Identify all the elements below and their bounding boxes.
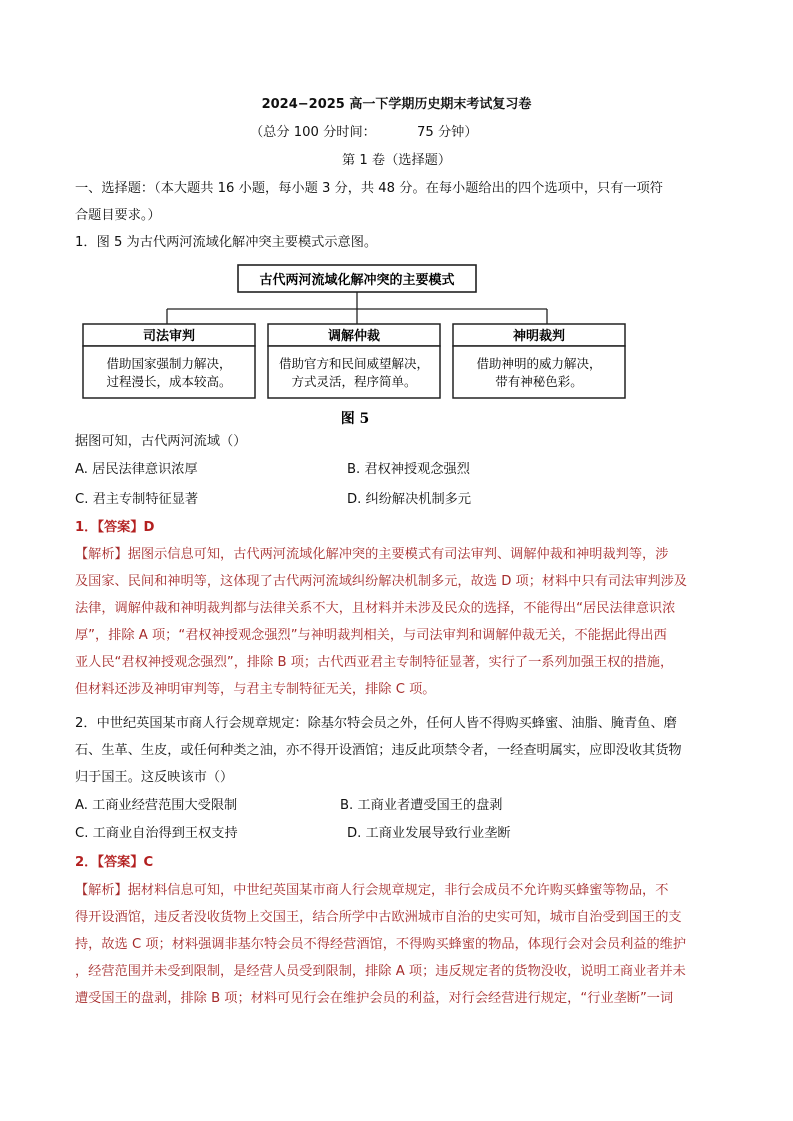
diagram-branch-1-line-2: 过程漫长，成本较高。 <box>106 374 232 389</box>
q1-answer: 1．【答案】D <box>75 520 155 535</box>
q1-analysis-line-5: 亚人民“君权神授观念强烈”，排除 B 项；古代西亚君主专制特征显著，实行了一系列加强王权的措施， <box>75 655 674 670</box>
diagram-branch-2-body-box <box>268 346 440 398</box>
q2-option-b: B. 工商业者遭受国王的盘剥 <box>340 798 503 813</box>
q2-analysis-line-3: 持，故选 C 项；材料强调非基尔特会员不得经营酒馆，不得购买蜂蜜的物品，体现行会对会员利益的维护 <box>75 937 687 952</box>
diagram-branch-2-line-2: 方式灵活，程序简单。 <box>291 374 417 389</box>
diagram-branch-2-title: 调解仲裁 <box>327 329 381 344</box>
exam-subtitle-suffix: 75 分钟） <box>417 125 478 140</box>
q1-option-a: A. 居民法律意识浓厚 <box>75 462 198 477</box>
q2-option-c: C. 工商业自治得到王权支持 <box>75 826 238 841</box>
q1-analysis-line-6: 但材料还涉及神明审判等，与君主专制特征无关，排除 C 项。 <box>75 682 436 697</box>
diagram-branch-1-body-box <box>83 346 255 398</box>
q1-analysis-line-3: 法律，调解仲裁和神明裁判都与法律关系不大，且材料并未涉及民众的选择，不能得出“居民法律意识浓 <box>75 601 676 616</box>
diagram-root-label: 古代两河流域化解冲突的主要模式 <box>259 273 455 288</box>
q1-option-d: D. 纠纷解决机制多元 <box>347 492 472 507</box>
instructions-line-1: 一、选择题：（本大题共 16 小题，每小题 3 分，共 48 分。在每小题给出的四个选项中，只有一项符 <box>75 181 663 196</box>
q2-option-d: D. 工商业发展导致行业垄断 <box>347 826 511 841</box>
q2-answer: 2．【答案】C <box>75 855 154 870</box>
exam-title: 2024−2025 高一下学期历史期末考试复习卷 <box>261 97 532 112</box>
q2-stem-line-2: 石、生革、生皮，或任何种类之油，亦不得开设酒馆；违反此项禁令者，一经查明属实，应即没收其货物 <box>75 743 682 758</box>
q2-analysis-line-4: ，经营范围并未受到限制，是经营人员受到限制，排除 A 项；违反规定者的货物没收，说明工商业者并未 <box>75 964 686 979</box>
diagram-branch-1-title: 司法审判 <box>142 329 196 344</box>
q1-analysis-line-2: 及国家、民间和神明等，这体现了古代两河流域纠纷解决机制多元，故选 D 项；材料中只有司法审判涉及 <box>75 574 687 589</box>
q1-stem: 1．图 5 为古代两河流域化解冲突主要模式示意图。 <box>75 235 378 250</box>
q2-analysis-line-2: 得开设酒馆，违反者没收货物上交国王，结合所学中古欧洲城市自治的史实可知，城市自治受到国王的支 <box>75 910 682 925</box>
q1-option-c: C. 君主专制特征显著 <box>75 492 199 507</box>
diagram-branch-3-body-box <box>453 346 625 398</box>
diagram-branch-2-line-1: 借助官方和民间威望解决， <box>278 356 430 371</box>
volume-title: 第 1 卷（选择题） <box>341 153 452 168</box>
q1-analysis-line-4: 厚”，排除 A 项；“君权神授观念强烈”与神明裁判相关，与司法审判和调解仲裁无关，不能据此得出西 <box>75 628 667 643</box>
diagram-branch-3-line-2: 带有神秘色彩。 <box>495 374 583 389</box>
diagram-branch-1-line-1: 借助国家强制力解决， <box>106 356 232 371</box>
q2-stem-line-3: 归于国王。这反映该市（） <box>75 770 234 785</box>
diagram-branch-3-title: 神明裁判 <box>512 329 566 344</box>
exam-subtitle-prefix: （总分 100 分时间： <box>250 125 376 140</box>
q1-question: 据图可知，古代两河流域（） <box>75 434 247 449</box>
q2-analysis-line-5: 遭受国王的盘剥，排除 B 项；材料可见行会在维护会员的利益，对行会经营进行规定，“行业垄断”一词 <box>75 991 674 1006</box>
q1-analysis-line-1: 【解析】据图示信息可知，古代两河流域化解冲突的主要模式有司法审判、调解仲裁和神明裁判等，涉 <box>75 547 669 562</box>
diagram-branch-3-line-1: 借助神明的威力解决， <box>476 356 602 371</box>
q2-analysis-line-1: 【解析】据材料信息可知，中世纪英国某市商人行会规章规定，非行会成员不允许购买蜂蜜等物品，不 <box>75 883 669 898</box>
instructions-line-2: 合题目要求。） <box>75 208 161 223</box>
q2-option-a: A. 工商业经营范围大受限制 <box>75 798 238 813</box>
q2-stem-line-1: 2．中世纪英国某市商人行会规章规定：除基尔特会员之外，任何人皆不得购买蜂蜜、油脂、腌青鱼、磨 <box>75 716 677 731</box>
conflict-resolution-diagram <box>80 262 628 434</box>
q1-option-b: B. 君权神授观念强烈 <box>347 462 470 477</box>
diagram-caption: 图 5 <box>340 411 370 427</box>
